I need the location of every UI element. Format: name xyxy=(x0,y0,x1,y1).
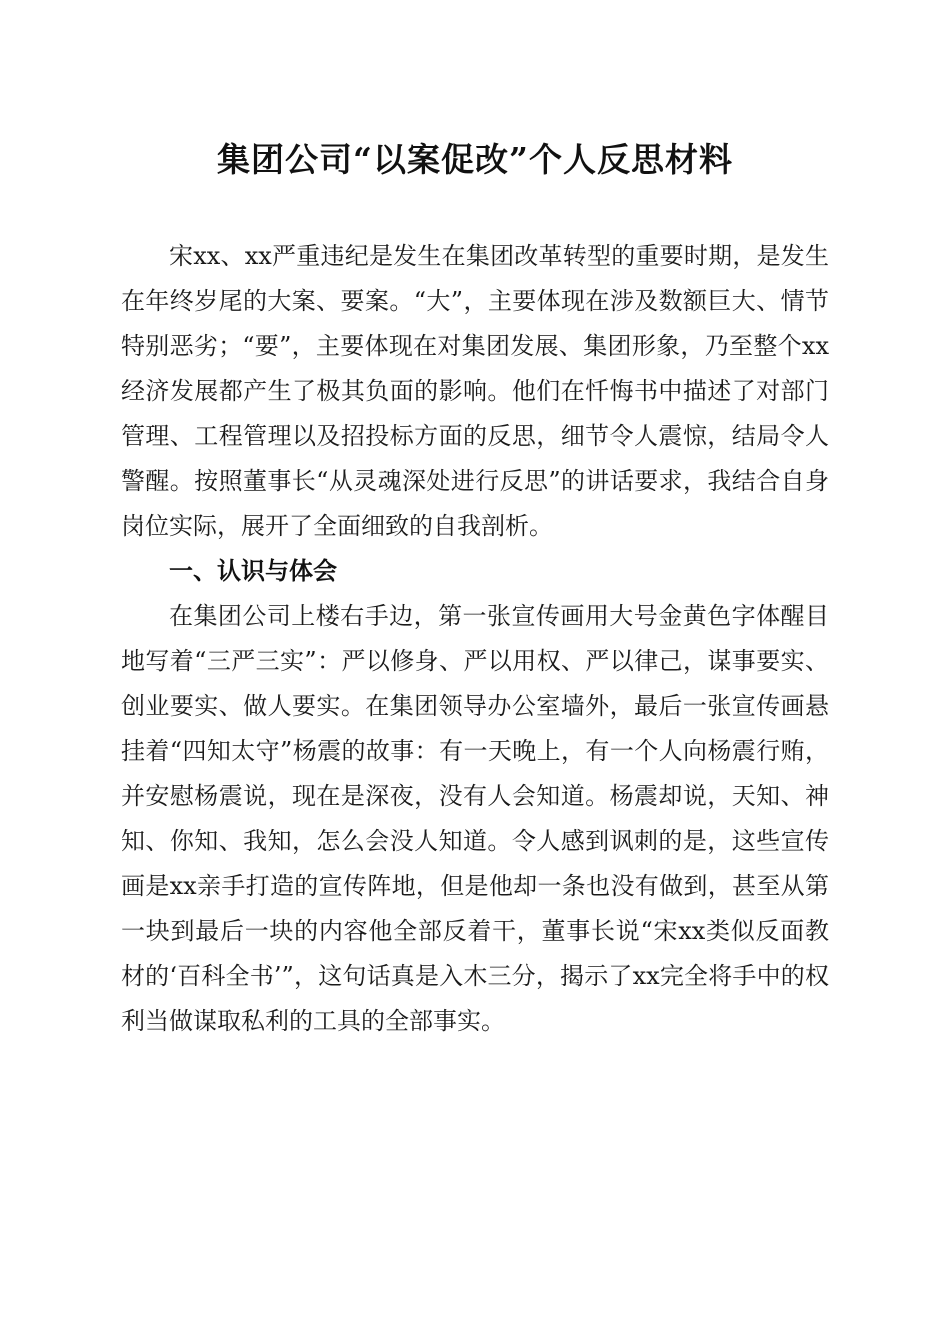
section-heading-1: 一、认识与体会 xyxy=(169,557,337,585)
intro-paragraph: 宋xx、xx严重违纪是发生在集团改革转型的重要时期，是发生在年终岁尾的大案、要案。“大”，主要体现在涉及数额巨大、情节特别恶劣；“要”，主要体现在对集团发展、集团形象，乃至整个xx经济发展都产生了极其负面的影响。他们在忏悔书中描述了对部门管理、工程管理以及招投标方面的反思，细节令人震惊，结局令人警醒。按照董事长“从灵魂深处进行反思”的讲话要求，我结合自身岗位实际，展开了全面细致的自我剖析。 xyxy=(121,242,829,540)
section-1-paragraph: 在集团公司上楼右手边，第一张宣传画用大号金黄色字体醒目地写着“三严三实”：严以修身、严以用权、严以律己，谋事要实、创业要实、做人要实。在集团领导办公室墙外，最后一张宣传画悬挂着“四知太守”杨震的故事：有一天晚上，有一个人向杨震行贿，并安慰杨震说，现在是深夜，没有人会知道。杨震却说，天知、神知、你知、我知，怎么会没人知道。令人感到讽刺的是，这些宣传画是xx亲手打造的宣传阵地，但是他却一条也没有做到，甚至从第一块到最后一块的内容他全部反着干，董事长说“宋xx类似反面教材的‘百科全书’”，这句话真是入木三分，揭示了xx完全将手中的权利当做谋取私利的工具的全部事实。 xyxy=(121,602,829,1035)
document-title: 集团公司“以案促改”个人反思材料 xyxy=(217,140,733,179)
document-body xyxy=(121,234,829,1044)
